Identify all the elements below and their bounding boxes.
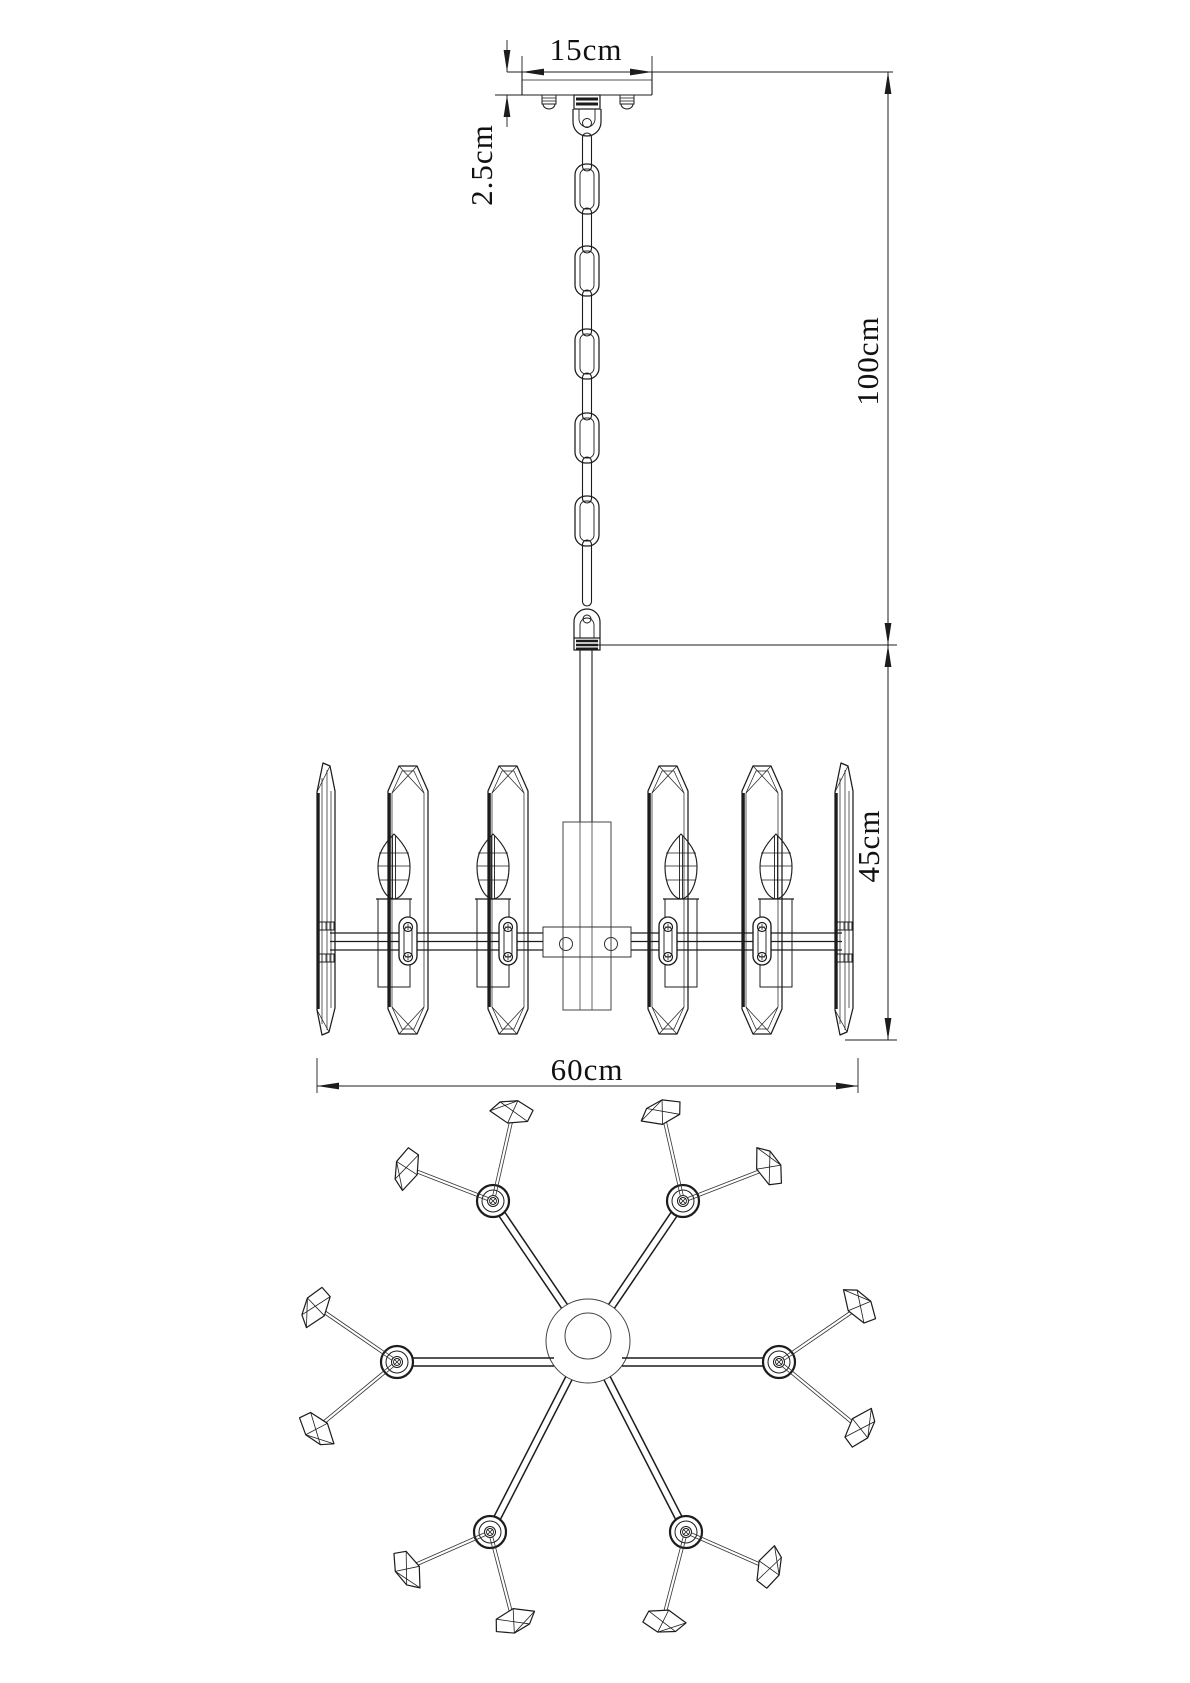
canopy-screw [542,95,556,109]
plan-crystal [295,1406,340,1454]
plate-mount-pin [836,922,852,930]
plan-crystal [750,1543,789,1591]
plate-bracket [399,917,417,965]
plan-bulb-holder [670,1516,702,1548]
crystal-wire [687,1167,768,1201]
crystal-plate-edge [835,763,853,1035]
plan-arm [609,1211,678,1308]
crystal-plate [742,766,782,1034]
plate-bracket [659,917,677,965]
plan-bulb-holder [474,1516,506,1548]
plan-bulb-holder [477,1185,509,1217]
dim-label-fixture-diameter: 60cm [550,1052,624,1087]
plan-crystal [641,1605,688,1639]
crystal-plate [488,766,528,1034]
crystal-wire [782,1306,860,1361]
crystal-wire [316,1364,394,1429]
plan-crystal [293,1284,337,1332]
plan-arm [499,1211,568,1308]
plan-crystal [837,1281,881,1329]
side-elevation-view [317,72,893,1035]
plan-arm [494,1377,572,1520]
plan-crystal [488,1095,534,1128]
crystal-wire [407,1167,488,1201]
plan-bulb-holder [667,1185,699,1217]
plan-crystal [388,1146,426,1194]
hanging-chain [575,133,599,606]
crystal-plate [388,766,428,1034]
ceiling-canopy [495,72,893,109]
crystal-plate [648,766,688,1034]
suspension-loop-top [573,95,601,136]
center-column [563,822,611,1010]
crystal-wire [493,1113,515,1197]
crystal-wire [782,1364,860,1429]
canopy-screw [620,95,634,109]
arm-hub-plate [543,927,631,957]
center-rod [580,650,592,822]
dim-label-canopy-width: 15cm [549,32,623,67]
crystal-wire [316,1306,394,1361]
plate-bracket [753,917,771,965]
plate-mount-pin [318,954,334,962]
crystal-wire [490,1536,515,1620]
dim-label-suspension-length: 100cm [850,316,885,406]
bottom-plan-view [293,1095,883,1638]
plan-crystal [638,1096,684,1129]
suspension-loop-bottom [574,609,600,650]
plate-mount-pin [318,922,334,930]
dim-label-canopy-thickness: 2.5cm [464,124,499,206]
plate-mount-pin [836,954,852,962]
crystal-plate-edge [317,763,335,1035]
plan-crystal [388,1546,427,1594]
plan-crystal [838,1403,883,1451]
dim-label-fixture-height: 45cm [851,809,886,883]
plate-bracket [499,917,517,965]
crystal-wire [662,1536,687,1620]
plan-crystal [492,1604,539,1638]
plan-crystal [749,1142,787,1190]
plan-arm [604,1377,682,1520]
crystal-wire [662,1113,684,1197]
plan-hub [546,1299,630,1383]
